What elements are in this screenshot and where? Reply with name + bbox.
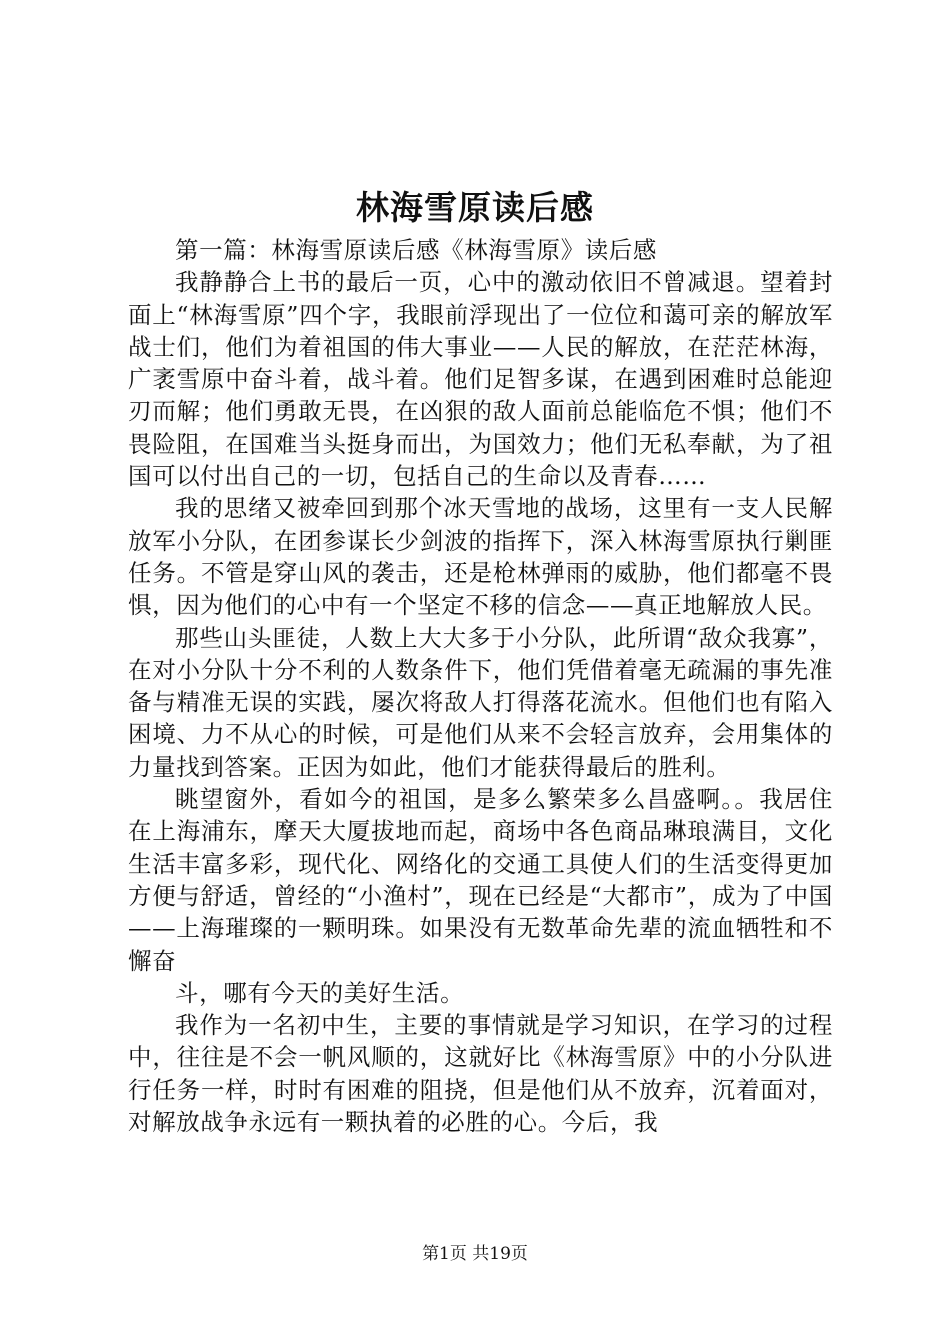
paragraph: 我作为一名初中生，主要的事情就是学习知识，在学习的过程中，往往是不会一帆风顺的，这就好比《林海雪原》中的小分队进行任务一样，时时有困难的阻挠，但是他们从不放弃，沉着面对，对解放战争永远有一颗执着的必胜的心。今后，我 (128, 1011, 833, 1137)
paragraph: 眺望窗外，看如今的祖国，是多么繁荣多么昌盛啊。。我居住在上海浦东，摩天大厦拔地而起，商场中各色商品琳琅满目，文化生活丰富多彩，现代化、网络化的交通工具使人们的生活变得更加方便与舒适，曾经的“小渔村”，现在已经是“大都市”，成为了中国——上海璀璨的一颗明珠。如果没有无数革命先辈的流血牺牲和不懈奋 (128, 785, 833, 975)
paragraph: 我静静合上书的最后一页，心中的激动依旧不曾减退。望着封面上“林海雪原”四个字，我眼前浮现出了一位位和蔼可亲的解放军战士们，他们为着祖国的伟大事业——人民的解放，在茫茫林海，广袤雪原中奋斗着，战斗着。他们足智多谋，在遇到困难时总能迎刃而解；他们勇敢无畏，在凶狠的敌人面前总能临危不惧；他们不畏险阻，在国难当头挺身而出，为国效力；他们无私奉献，为了祖国可以付出自己的一切，包括自己的生命以及青春…… (128, 268, 833, 491)
page-footer: 第1页 共19页 (422, 1244, 528, 1264)
section-heading: 第一篇：林海雪原读后感《林海雪原》读后感 (175, 236, 657, 264)
paragraph: 那些山头匪徒，人数上大大多于小分队，此所谓“敌众我寡”，在对小分队十分不利的人数条件下，他们凭借着毫无疏漏的事先准备与精准无误的实践，屡次将敌人打得落花流水。但他们也有陷入困境、力不从心的时候，可是他们从来不会轻言放弃，会用集体的力量找到答案。正因为如此，他们才能获得最后的胜利。 (128, 623, 833, 781)
paragraph: 斗，哪有今天的美好生活。 (175, 978, 465, 1007)
document-body (128, 234, 833, 1138)
document-title: 林海雪原读后感 (356, 188, 594, 227)
paragraph: 我的思绪又被牵回到那个冰天雪地的战场，这里有一支人民解放军小分队，在团参谋长少剑波的指挥下，深入林海雪原执行剿匪任务。不管是穿山风的袭击，还是枪林弹雨的威胁，他们都毫不畏惧，因为他们的心中有一个坚定不移的信念——真正地解放人民。 (128, 494, 833, 620)
